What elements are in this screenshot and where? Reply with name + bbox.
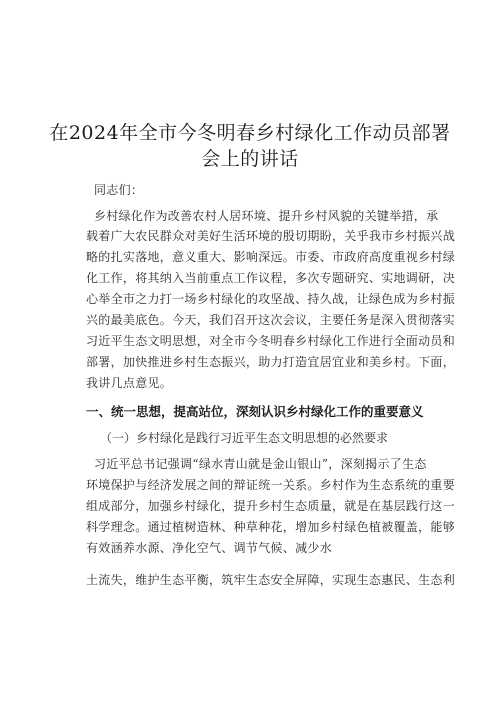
paragraph-line: 我讲几点意见。: [86, 376, 173, 390]
paragraph-line: 环境保护与经济发展之间的辩证统一关系。乡村作为生态系统的重要: [86, 478, 456, 492]
paragraph-line: 习近平总书记强调“绿水青山就是金山银山”，深刻揭示了生态: [94, 457, 427, 471]
paragraph-line: 土流失，维护生态平衡，筑牢生态安全屏障，实现生态惠民、生态利: [86, 573, 456, 587]
document-title-line-2: 会上的讲话: [201, 148, 299, 170]
section-heading-1: 一、统一思想，提高站位，深刻认识乡村绿化工作的重要意义: [86, 404, 424, 419]
paragraph-line: 略的扎实落地，意义重大、影响深远。市委、市政府高度重视乡村绿: [86, 250, 456, 264]
paragraph-line: 乡村绿化作为改善农村人居环境、提升乡村风貌的关键举措，承: [94, 209, 439, 223]
paragraph-line: 组成部分，加强乡村绿化，提升乡村生态质量，就是在基层践行这一: [86, 499, 456, 513]
paragraph-line: 部署，加快推进乡村生态振兴，助力打造宜居宜业和美乡村。下面，: [86, 355, 456, 369]
paragraph-line: 习近平生态文明思想，对全市今冬明春乡村绿化工作进行全面动员和: [86, 334, 456, 348]
paragraph-line: 有效涵养水源、净化空气、调节气候、减少水: [86, 541, 333, 555]
paragraph-line: 化工作，将其纳入当前重点工作议程，多次专题研究、实地调研，决: [86, 271, 456, 285]
paragraph-line: 兴的最美底色。今天，我们召开这次会议，主要任务是深入贯彻落实: [86, 313, 456, 327]
subsection-heading-1: （一）乡村绿化是践行习近平生态文明思想的必然要求: [100, 431, 389, 445]
paragraph-line: 科学理念。通过植树造林、种草种花，增加乡村绿色植被覆盖，能够: [86, 520, 456, 534]
salutation: 同志们：: [94, 183, 144, 197]
document-title-line-1: 在2024年全市今冬明春乡村绿化工作动员部署: [49, 122, 451, 144]
paragraph-line: 载着广大农民群众对美好生活环境的殷切期盼，关乎我市乡村振兴战: [86, 229, 456, 243]
paragraph-line: 心举全市之力打一场乡村绿化的攻坚战、持久战，让绿色成为乡村振: [86, 292, 456, 306]
